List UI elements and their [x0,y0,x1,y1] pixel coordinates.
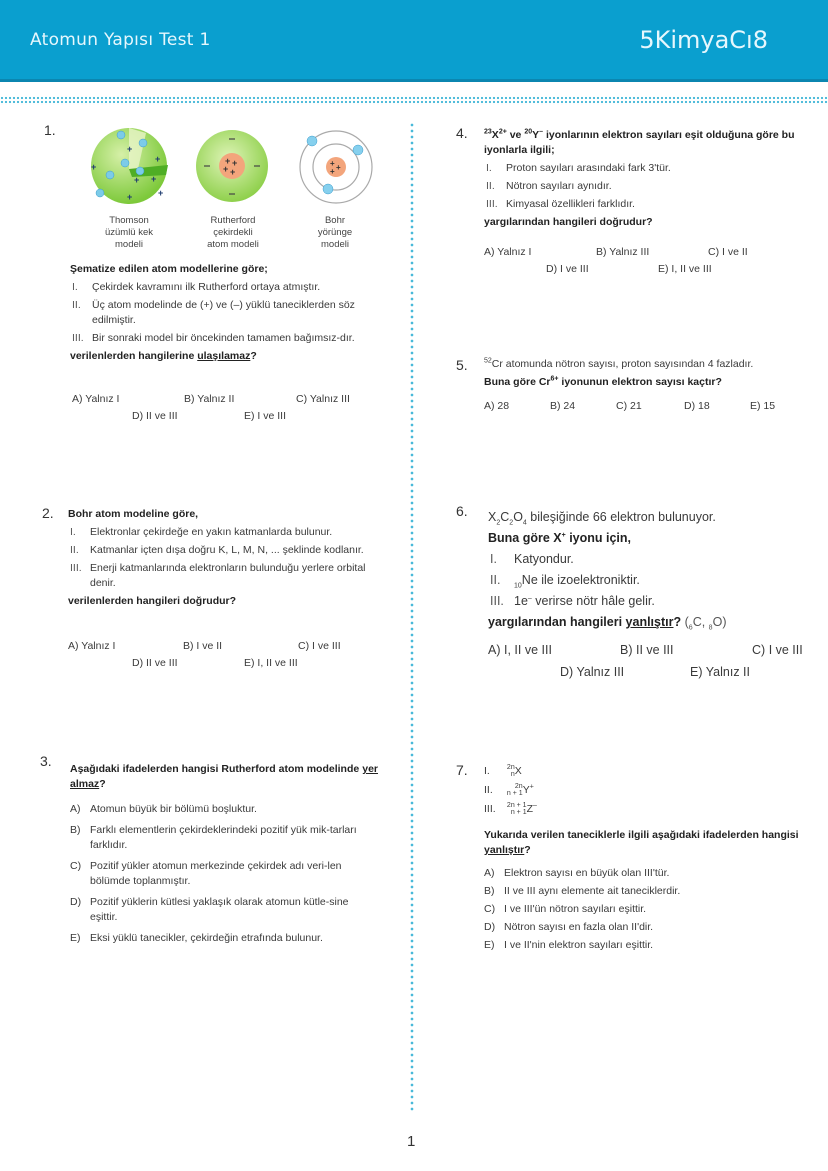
question-number: 2. [42,505,54,521]
question-stem: Aşağıdaki ifadelerden hangisi Rutherford atom modelinde yer almaz? [70,763,378,790]
option-b[interactable]: B) Yalnız II [184,393,235,405]
option-d[interactable]: D) I ve III [546,263,589,275]
svg-text:+: + [225,156,231,166]
question-6 [488,508,818,681]
statement-item: I. Elektronlar çekirdeğe en yakın katmanlarda bulunur. [70,526,333,538]
question-7 [484,760,809,956]
svg-text:+: + [232,158,238,168]
option-b[interactable]: B) II ve III [620,643,674,657]
caption-line: çekirdekli [213,227,253,238]
dotted-separator [0,96,828,105]
bohr-model-icon [296,127,376,207]
option-c[interactable]: C) I ve III'ün nötron sayıları eşittir. [484,903,647,915]
column-divider [410,122,414,1112]
caption-line: atom modeli [207,239,259,250]
statement-item: I. Çekirdek kavramını ilk Rutherford ortaya atmıştır. [72,281,321,293]
option-b[interactable]: B) Yalnız III [596,246,650,258]
option-d[interactable]: D) II ve III [132,657,178,669]
option-d[interactable]: D) Nötron sayısı en fazla olan II'dir. [484,921,654,933]
option-b[interactable]: B) I ve II [183,640,223,652]
caption-line: modeli [115,239,143,250]
question-number: 4. [456,125,468,141]
particle-item: III. 2n + 1 n + 1 Z– [484,802,537,817]
option-e[interactable]: E) I, II ve III [658,263,712,275]
question-number: 1. [44,122,56,138]
caption-line: üzümlü kek [104,227,154,238]
question-number: 5. [456,357,468,373]
particle-item: II. 2n n + 1 Y+ [484,783,534,798]
answer-options [68,639,341,671]
page-number: 1 [407,1133,416,1150]
question-2 [68,507,388,609]
caption-line: Thomson [109,215,149,226]
svg-text:+: + [151,174,157,184]
question-stem: $X_2C_2O_4$ bileşiğinde 66 elektron bulunuyor. [488,510,716,527]
option-e[interactable]: E) Eksi yüklü tanecikler, çekirdeğin etrafında bulunur. [70,932,323,944]
particle-list [484,760,809,822]
question-subject: Buna göre X+ iyonu için, [488,531,632,545]
rutherford-model-icon [194,128,270,204]
answer-options [484,866,809,953]
statement-item: II. Üç atom modelinde de (+) ve (–) yüklü taneciklerden söz edilmiştir. [72,299,355,326]
option-e[interactable]: E) Yalnız II [690,665,750,679]
statement-item: III. Kimyasal özellikleri farklıdır. [486,198,635,210]
statement-item: III. Enerji katmanlarında elektronların bulunduğu yerlere orbital denir. [70,562,366,589]
statement-item: II. $_{10}$Ne ile izoelektroniktir. [490,573,640,590]
statement-item: III. Bir sonraki model bir öncekinden tamamen bağımsız-dır. [72,332,355,344]
question-stem: Bohr atom modeline göre, [68,508,199,520]
svg-text:+: + [91,162,97,172]
option-e[interactable]: E) I ve III [244,410,287,422]
option-e[interactable]: E) I ve II'nin elektron sayıları eşittir. [484,939,654,951]
option-a[interactable]: A) Elektron sayısı en büyük olan III'tür. [484,867,670,879]
statement-item: III. 1e– verirse nötr hâle gelir. [490,594,655,608]
header-bar [0,0,828,82]
option-a[interactable]: A) I, II ve III [488,643,552,657]
caption-line: modeli [321,239,349,250]
svg-text:+: + [223,164,229,174]
question-4 [484,128,806,230]
answer-options [484,399,814,414]
caption-line: Bohr [324,215,346,226]
rutherford-caption [192,215,274,251]
option-c[interactable]: C) I ve II [708,246,748,258]
question-stem: $^{23}X^{2+}$ ve $^{20}$Y– iyonlarının elektron sayıları eşit olduğuna göre bu iyonlarla ilgili; [484,128,795,156]
question-prompt: Buna göre $Cr^{6+}$ iyonunun elektron sayısı kaçtır? [484,375,722,388]
svg-text:+: + [127,192,133,202]
option-d[interactable]: D) 18 [684,400,710,412]
option-b[interactable]: B) Farklı elementlerin çekirdeklerindeki pozitif yük mik-tarları farklıdır. [70,824,357,851]
option-a[interactable]: A) Yalnız I [484,246,532,258]
question-1 [70,262,390,364]
option-c[interactable]: C) Yalnız III [296,393,350,405]
option-c[interactable]: C) I ve III [298,640,341,652]
question-3 [70,762,378,952]
statement-item: II. Nötron sayıları aynıdır. [486,180,612,192]
option-c[interactable]: C) Pozitif yükler atomun merkezinde çekirdek adı veri-len bölümde toplanmıştır. [70,860,342,887]
option-d[interactable]: D) Yalnız III [560,665,625,679]
answer-options [484,245,748,277]
question-prompt: yargılarından hangileri yanlıştır? ($_6C$, $_8$O) [488,615,727,632]
svg-text:+: + [330,167,335,176]
option-a[interactable]: A) Yalnız I [72,393,120,405]
svg-text:+: + [155,154,161,164]
statement-item: I. Proton sayıları arasındaki fark 3'tür. [486,162,671,174]
answer-options [72,392,350,424]
option-c[interactable]: C) I ve III [752,643,803,657]
question-prompt: verilenlerden hangilerine ulaşılamaz? [70,350,257,362]
option-d[interactable]: D) II ve III [132,410,178,422]
caption-line: Rutherford [210,215,256,226]
svg-text:+: + [134,175,140,185]
question-stem: $^{52}$Cr atomunda nötron sayısı, proton sayısından 4 fazladır. [484,357,754,370]
statement-item: II. Katmanlar içten dışa doğru K, L, M, N, ... şeklinde kodlanır. [70,544,364,556]
question-stem: Şematize edilen atom modellerine göre; [70,263,268,275]
option-b[interactable]: B) 24 [550,400,576,412]
thomson-caption [88,215,170,251]
brand-logo: 5KimyaCı8 [639,26,768,54]
option-c[interactable]: C) 21 [616,400,642,412]
caption-line: yörünge [317,227,353,238]
svg-text:+: + [158,188,164,198]
question-number: 6. [456,503,468,519]
option-e[interactable]: E) 15 [750,400,776,412]
answer-options [70,802,378,946]
particle-item: I. 2n n X [484,764,522,779]
question-5 [484,357,814,414]
option-e[interactable]: E) I, II ve III [244,657,298,669]
svg-text:+: + [330,159,335,168]
option-a[interactable]: A) Atomun büyük bir bölümü boşluktur. [70,803,257,815]
question-number: 7. [456,762,468,778]
bohr-caption [294,215,376,251]
svg-text:+: + [127,144,133,154]
svg-text:+: + [230,167,236,177]
question-stem: Yukarıda verilen taneciklerle ilgili aşağıdaki ifadelerden hangisi yanlıştır? [484,829,799,856]
question-prompt: verilenlerden hangileri doğrudur? [68,595,237,607]
answer-options [488,641,818,659]
statement-item: I. Katyondur. [490,552,574,566]
question-prompt: yargılarından hangileri doğrudur? [484,216,653,228]
question-number: 3. [40,753,52,769]
thomson-model-icon [88,125,170,207]
svg-text:+: + [336,163,341,172]
option-d[interactable]: D) Pozitif yüklerin kütlesi yaklaşık olarak atomun kütle-sine eşittir. [70,896,349,923]
option-a[interactable]: A) 28 [484,400,510,412]
test-title: Atomun Yapısı Test 1 [30,30,211,50]
option-a[interactable]: A) Yalnız I [68,640,116,652]
option-b[interactable]: B) II ve III aynı elemente ait taneciklerdir. [484,885,681,897]
